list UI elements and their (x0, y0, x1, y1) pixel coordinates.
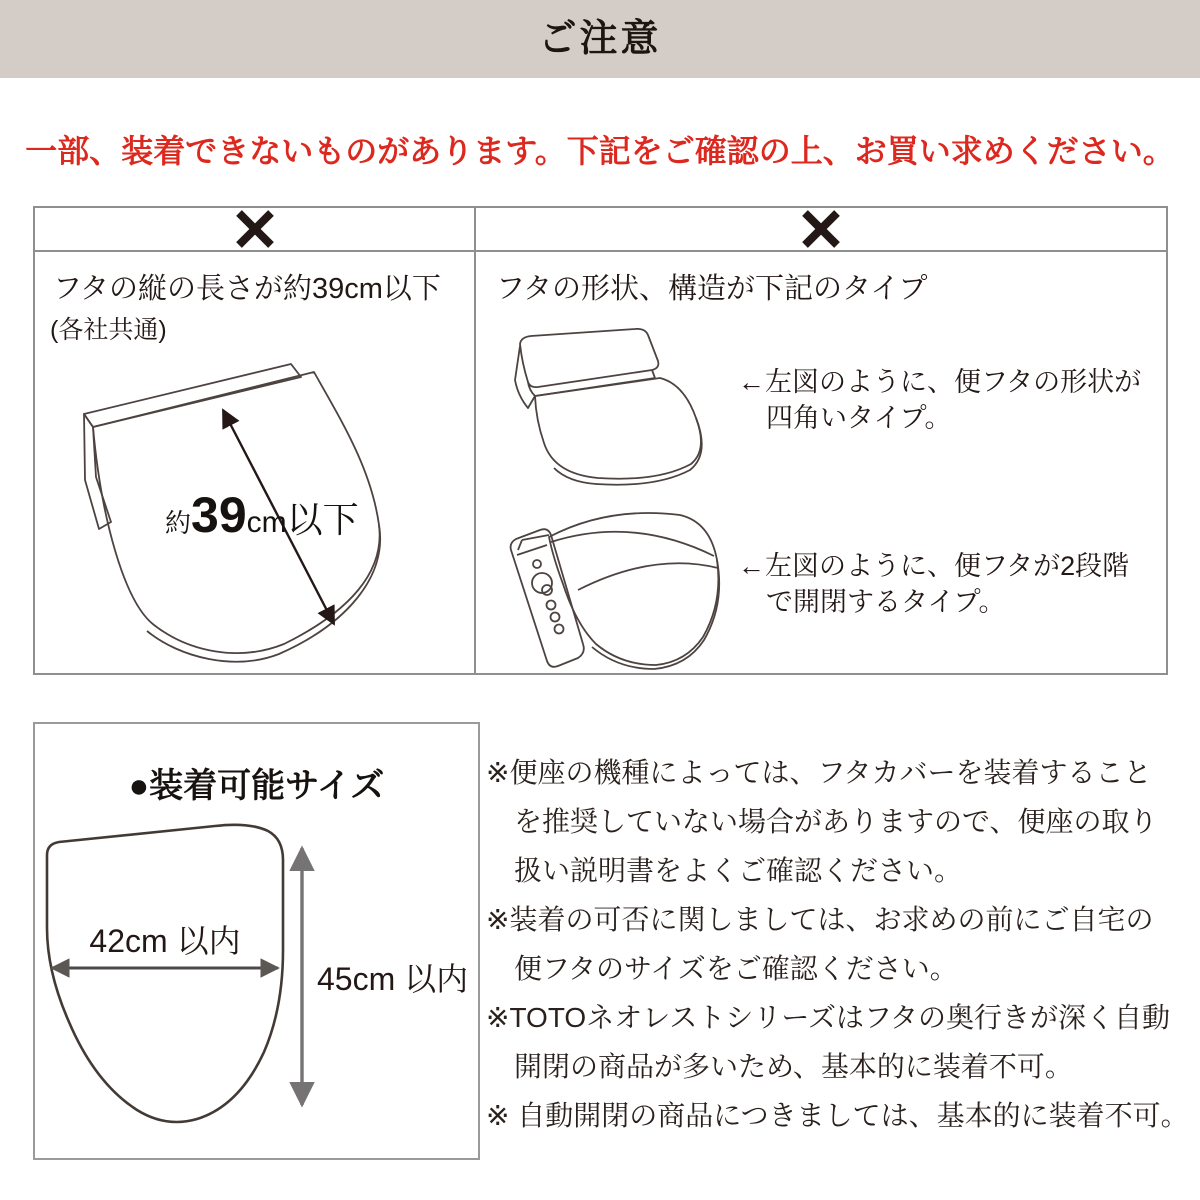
annotation-line: 四角いタイプ。 (766, 403, 952, 433)
annotation-line: ←左図のように、便フタが2段階 (738, 551, 1130, 581)
x-mark-icon (234, 210, 276, 248)
size-diagram (35, 800, 480, 1140)
two-stage-lid-annotation (738, 548, 1129, 620)
page-header (0, 0, 1200, 78)
note-line: 開閉の商品が多いため、基本的に装着不可。 (514, 1051, 1073, 1082)
size-box (33, 722, 480, 1160)
notes-section (486, 748, 1192, 1140)
x-mark-icon (800, 210, 842, 248)
note-line: を推奨していない場合がありますので、便座の取り (514, 806, 1158, 837)
note-line: ※TOTOネオレストシリーズはフタの奥行きが深く自動 (486, 1002, 1171, 1033)
size-box-title: ●装着可能サイズ (128, 767, 385, 805)
note-line: 扱い説明書をよくご確認ください。 (514, 855, 963, 886)
annotation-line: で開閉するタイプ。 (766, 587, 1006, 617)
table-cell-shape-rule (476, 252, 1166, 673)
length-rule-subheading: (各社共通) (50, 316, 167, 344)
note-line: ※便座の機種によっては、フタカバーを装着すること (486, 757, 1152, 788)
width-label: 42cm 以内 (89, 923, 241, 959)
warning-text: 一部、装着できないものがあります。下記をご確認の上、お買い求めください。 (25, 133, 1175, 169)
shape-rule-heading: フタの形状、構造が下記のタイプ (496, 273, 928, 305)
table-body-row (35, 252, 1166, 673)
note-line: ※装着の可否に関しましては、お求めの前にご自宅の (486, 904, 1154, 935)
note-line: 便フタのサイズをご確認ください。 (514, 953, 958, 984)
annotation-line: ←左図のように、便フタの形状が (738, 367, 1142, 397)
table-header-left (35, 208, 476, 250)
restriction-table (33, 206, 1168, 675)
length-rule-heading: フタの縦の長さが約39cm以下 (53, 273, 441, 305)
square-lid-annotation (738, 364, 1141, 436)
lid-outline (47, 825, 283, 1122)
lid-length-diagram (39, 352, 474, 672)
table-header-right (476, 208, 1166, 250)
note-line: ※ 自動開閉の商品につきましては、基本的に装着不可。 (486, 1100, 1189, 1131)
page-title: ご注意 (538, 18, 662, 60)
table-cell-length-rule (35, 252, 476, 673)
height-label: 45cm 以内 (317, 961, 469, 997)
measure-label: 約39cm以下 (165, 487, 359, 543)
table-header-row (35, 208, 1166, 252)
